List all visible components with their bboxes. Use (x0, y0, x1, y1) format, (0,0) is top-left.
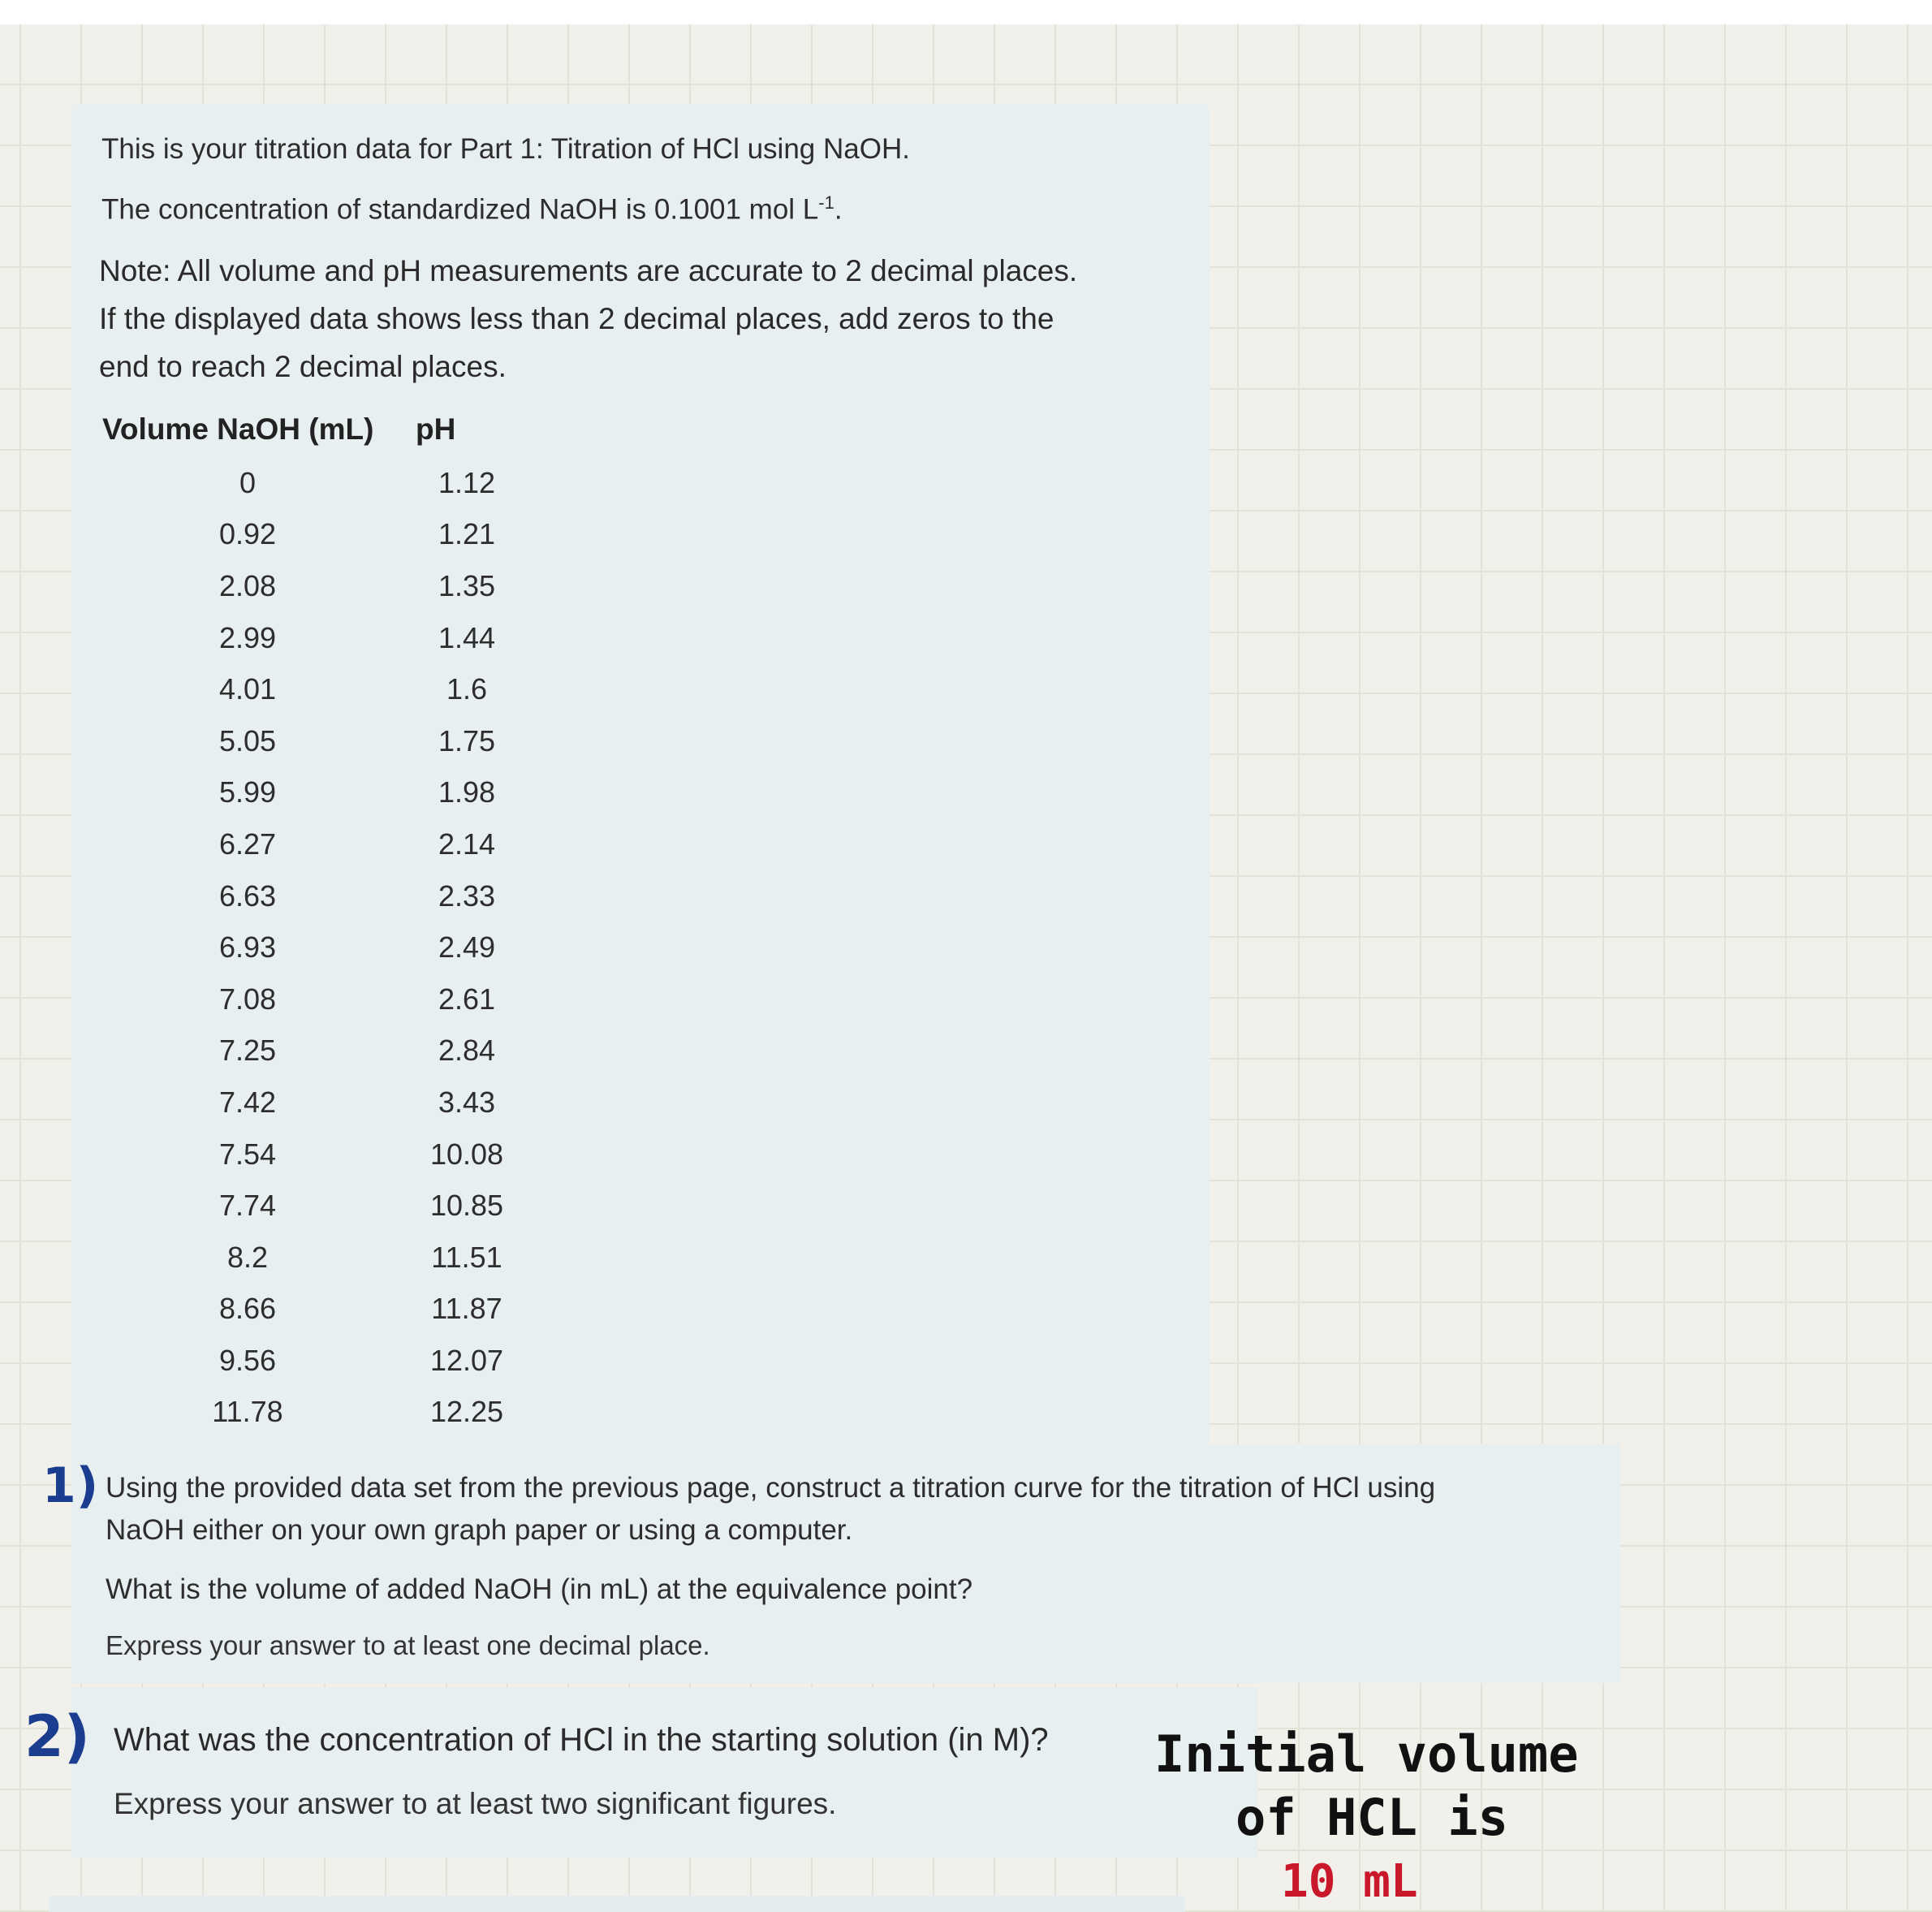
ph-cell: 1.44 (438, 620, 496, 654)
ph-cell: 11.51 (431, 1240, 502, 1274)
ph-cell: 1.6 (446, 672, 488, 706)
table-row (175, 560, 540, 612)
ph-cell: 11.87 (431, 1292, 502, 1326)
table-row (175, 1284, 540, 1336)
question-2-instruction: Express your answer to at least two significant figures. (114, 1787, 837, 1820)
table-row (175, 767, 540, 819)
ph-cell: 1.98 (438, 775, 496, 809)
titration-data-table (175, 457, 540, 1438)
concentration-period: . (834, 193, 843, 226)
table-row (175, 1387, 540, 1439)
unit-exponent: -1 (818, 192, 834, 213)
volume-cell: 8.66 (218, 1292, 277, 1326)
volume-cell: 7.74 (218, 1189, 277, 1223)
intro-line-1: This is your titration data for Part 1: Titration of HCl using NaOH. (101, 133, 910, 165)
volume-cell: 2.99 (218, 620, 277, 654)
question-2-prompt: What was the concentration of HCl in the starting solution (in M)? (114, 1722, 1049, 1758)
table-row (175, 509, 540, 561)
volume-cell: 7.25 (218, 1034, 277, 1068)
table-row (175, 715, 540, 767)
volume-cell: 0 (239, 465, 257, 499)
table-row (175, 921, 540, 973)
volume-cell: 5.05 (218, 723, 277, 757)
ph-cell: 2.61 (438, 982, 496, 1016)
volume-cell: 0.92 (218, 517, 277, 551)
ph-cell: 12.25 (429, 1395, 504, 1429)
question-1-line-2: NaOH either on your own graph paper or using a computer. (106, 1514, 853, 1546)
volume-cell: 11.78 (212, 1395, 283, 1429)
question-1-prompt: What is the volume of added NaOH (in mL) at the equivalence point? (106, 1573, 973, 1605)
note-line-1: Note: All volume and pH measurements are accurate to 2 decimal places. (99, 254, 1078, 287)
table-row (175, 870, 540, 922)
volume-cell: 8.2 (226, 1240, 269, 1274)
ph-cell: 2.33 (438, 878, 496, 913)
table-row (175, 457, 540, 509)
header-ph: pH (416, 412, 456, 446)
volume-cell: 7.54 (218, 1137, 277, 1171)
ph-cell: 3.43 (438, 1085, 496, 1119)
volume-cell: 5.99 (218, 775, 277, 809)
note-line-3: end to reach 2 decimal places. (99, 350, 507, 383)
ph-cell: 2.14 (438, 827, 496, 861)
question-1-instruction: Express your answer to at least one decimal place. (106, 1630, 710, 1660)
ph-cell: 12.07 (429, 1343, 504, 1377)
header-volume: Volume NaOH (mL) (102, 412, 374, 446)
volume-cell: 7.42 (218, 1085, 277, 1119)
table-row (175, 1077, 540, 1129)
volume-cell: 7.08 (218, 982, 277, 1016)
ph-cell: 1.75 (438, 723, 496, 757)
volume-cell: 2.08 (218, 568, 277, 602)
ph-cell: 1.35 (438, 568, 496, 602)
handwritten-note-line-3: 10 mL (1281, 1855, 1418, 1908)
table-row (175, 663, 540, 715)
top-bar (0, 0, 1932, 24)
next-card-edge (49, 1896, 1185, 1912)
table-body (175, 457, 540, 1438)
table-row (175, 1180, 540, 1232)
volume-cell: 6.27 (218, 827, 277, 861)
table-row (175, 612, 540, 664)
ph-cell: 2.49 (438, 930, 496, 965)
question-2-card (71, 1687, 1258, 1858)
question-2-number: 2) (24, 1703, 90, 1770)
ph-cell: 10.85 (429, 1189, 504, 1223)
concentration-text: The concentration of standardized NaOH is 0.1001 mol L (101, 193, 819, 226)
note-line-2: If the displayed data shows less than 2 decimal places, add zeros to the (99, 302, 1054, 335)
volume-cell: 9.56 (218, 1343, 277, 1377)
question-1-number: 1) (42, 1457, 99, 1514)
ph-cell: 1.12 (438, 465, 496, 499)
volume-cell: 6.63 (218, 878, 277, 913)
table-row (175, 1232, 540, 1284)
volume-cell: 4.01 (218, 672, 277, 706)
table-row (175, 1129, 540, 1180)
table-row (175, 818, 540, 870)
volume-cell: 6.93 (218, 930, 277, 965)
ph-cell: 10.08 (429, 1137, 504, 1171)
question-1-line-1: Using the provided data set from the previous page, construct a titration curve for the titration of HCl using (106, 1472, 1436, 1504)
ph-cell: 1.21 (438, 517, 496, 551)
ph-cell: 2.84 (438, 1034, 496, 1068)
table-row (175, 973, 540, 1025)
handwritten-note-line-1: Initial volume (1154, 1724, 1579, 1784)
table-row (175, 1335, 540, 1387)
table-row (175, 1025, 540, 1077)
handwritten-note-line-2: of HCL is (1236, 1788, 1508, 1847)
intro-line-2 (101, 192, 843, 227)
